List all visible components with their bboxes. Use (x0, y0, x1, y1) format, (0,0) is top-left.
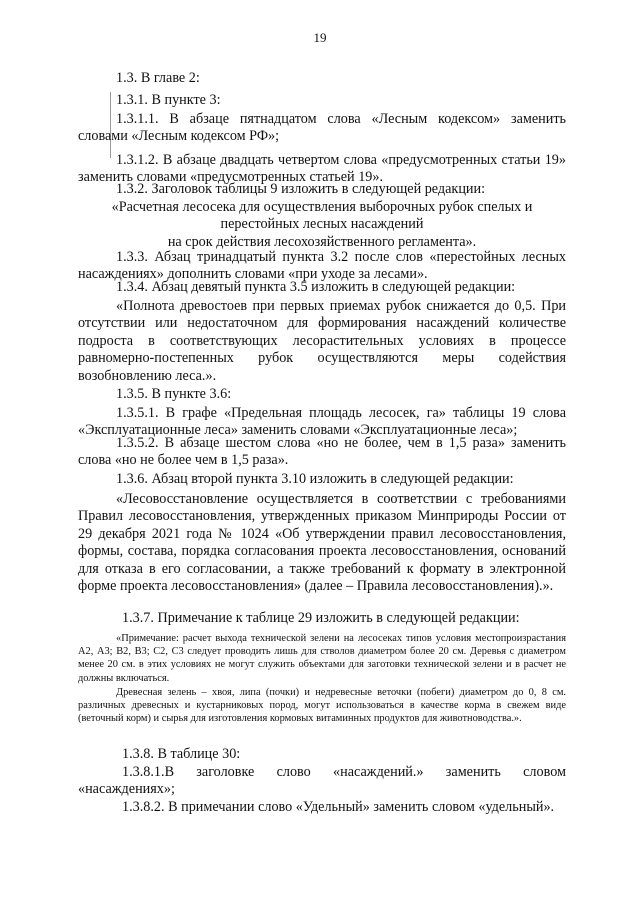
quoted-reforestation: «Лесовосстановление осуществляется в соответствии с требованиями Правил лесовосстановления, утвержденных приказом Минприроды России от 29 декабря 2021 года № 1024 «Об утверждении правил лесовосстановления, формы, состава, порядка согласования проекта лесовосстановления, оснований для отказа в его согласовании, а также требований к формату в электронной форме проекта лесовосстановления» (далее – Правила лесовосстановления).». (78, 491, 566, 595)
quoted-table-title (78, 199, 566, 251)
paragraph-1-3-7: 1.3.7. Примечание к таблице 29 изложить в следующей редакции: (122, 610, 520, 626)
paragraph-1-3-8: 1.3.8. В таблице 30: (122, 746, 241, 762)
paragraph-1-3-1: 1.3.1. В пункте 3: (116, 92, 221, 108)
paragraph-1-3-8-1: 1.3.8.1.В заголовке слово «насаждений.» заменить словом «насаждениях»; (78, 764, 566, 798)
paragraph-1-3-5-1: 1.3.5.1. В графе «Предельная площадь лесосек, га» таблицы 19 слова «Эксплуатационные леса» заменить словами «Эксплуатационные леса»; (78, 405, 566, 439)
paragraph-1-3-8-2: 1.3.8.2. В примечании слово «Удельный» заменить словом «удельный». (122, 799, 555, 815)
page-number: 19 (313, 30, 327, 45)
paragraph-1-3-5-2: 1.3.5.2. В абзаце шестом слова «но не более, чем в 1,5 раза» заменить слова «но не более чем в 1,5 раза». (78, 435, 566, 469)
paragraph-1-3-5: 1.3.5. В пункте 3.6: (116, 386, 232, 402)
paragraph-1-3-1-1: 1.3.1.1. В абзаце пятнадцатом слова «Лесным кодексом» заменить словами «Лесным кодексом РФ»; (78, 111, 566, 145)
quoted-title-line: перестойных лесных насаждений (220, 216, 424, 233)
quoted-title-line: «Расчетная лесосека для осуществления выборочных рубок спелых и (111, 199, 533, 215)
paragraph-1-3-1-2: 1.3.1.2. В абзаце двадцать четвертом слова «предусмотренных статьи 19» заменить словами «предусмотренных статьей 19». (78, 152, 566, 186)
paragraph-1-3-3: 1.3.3. Абзац тринадцатый пункта 3.2 после слов «перестойных лесных насаждениях» дополнить словами «при уходе за лесами». (78, 249, 566, 283)
paragraph-1-3-6: 1.3.6. Абзац второй пункта 3.10 изложить в следующей редакции: (116, 471, 514, 487)
quoted-note-green-mass: «Примечание: расчет выхода технической зелени на лесосеках типов условия местопроизрастания А2, А3; В2, В3; С2, С3 следует проводить лишь для стволов диаметром более 20 см. Деревья с диаметром менее 20 см. в этих условиях не могут служить объектами для заготовки технической зелени и в расчет не должны включаться. (78, 633, 566, 684)
quoted-note-wood-greenery: Древесная зелень – хвоя, липа (почки) и недревесные веточки (побеги) диаметром до 0, 8 см. различных древесных и кустарниковых пород, могут использоваться в качестве корма в свежем виде (веточный корм) и сырья для изготовления кормовых витаминных продуктов для животноводства.». (78, 687, 566, 725)
paragraph-1-3-4: 1.3.4. Абзац девятый пункта 3.5 изложить в следующей редакции: (116, 279, 516, 295)
paragraph-1-3-2: 1.3.2. Заголовок таблицы 9 изложить в следующей редакции: (116, 181, 486, 197)
paragraph-1-3: 1.3. В главе 2: (116, 70, 200, 86)
quoted-forest-density: «Полнота древостоев при первых приемах рубок снижается до 0,5. При отсутствии или недостаточном для формирования насаждений количестве подроста в соответствующих лесорастительных условиях в процессе равномерно-постепенных рубок осуществляются меры содействия возобновлению леса.». (78, 298, 566, 384)
quoted-title-line: на срок действия лесохозяйственного регламента». (167, 233, 477, 250)
